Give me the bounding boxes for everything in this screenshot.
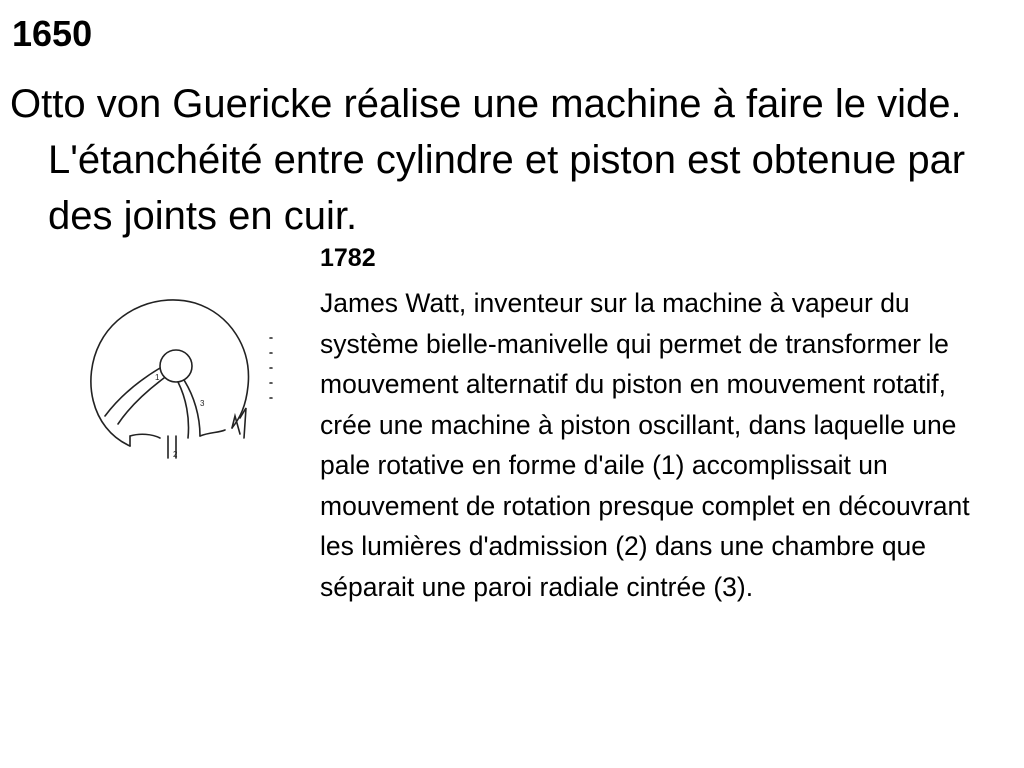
figure-label-3: 3 — [200, 399, 205, 408]
figure-label-1: 1 — [155, 373, 160, 382]
side-ticks — [270, 338, 272, 398]
watt-paragraph: James Watt, inventeur sur la machine à vapeur du système bielle-manivelle qui permet de transformer le mouvement alternatif du piston en mouvement rotatif, crée une machine à piston oscillant, dans laquelle une pale rotative en forme d'aile (1) accomplissait un mouvement de rotation presque complet en découvrant les lumières d'admission (2) dans une chambre que séparait une paroi radiale cintrée (3). — [320, 288, 970, 602]
chamber-outline — [91, 300, 249, 446]
oscillating-piston-drawing — [60, 268, 280, 483]
guericke-paragraph: Otto von Guericke réalise une machine à faire le vide. L'étanchéité entre cylindre et piston est obtenue par des joints en cuir. — [10, 82, 966, 238]
year-1650-heading: 1650 — [12, 13, 93, 54]
chamber-base-left — [130, 434, 160, 446]
wing-blade — [105, 368, 160, 416]
figure-label-2: 2 — [173, 450, 178, 459]
pivot-hub — [160, 350, 192, 382]
chamber-base-right — [200, 430, 225, 436]
year-1782-heading: 1782 — [320, 244, 376, 272]
oscillating-piston-diagram — [60, 268, 280, 483]
wing-blade-inner — [118, 378, 164, 424]
radial-wall — [178, 382, 189, 438]
